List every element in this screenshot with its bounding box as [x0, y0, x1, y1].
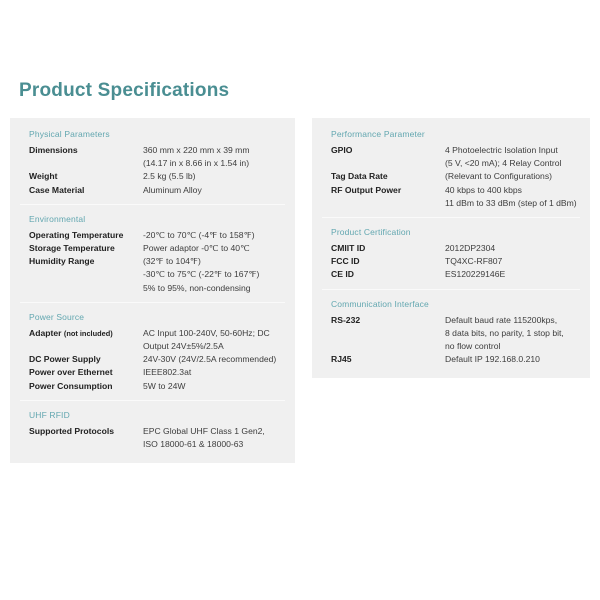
spec-value-line: (14.17 in x 8.66 in x 1.54 in): [143, 158, 250, 169]
spec-row: [322, 144, 580, 170]
spec-row: [20, 184, 285, 197]
spec-row: [322, 268, 580, 281]
spec-row-label-text: DC Power Supply: [29, 354, 101, 365]
spec-row: [20, 425, 285, 451]
spec-row-values: [445, 353, 580, 366]
spec-value-line: Default baud rate 115200kps,: [445, 314, 558, 325]
spec-rows: [20, 144, 285, 197]
spec-value-line: 8 data bits, no parity, 1 stop bit,: [445, 327, 564, 338]
spec-section: [322, 217, 580, 282]
spec-value-line: TQ4XC-RF807: [445, 256, 503, 267]
spec-row: [322, 184, 580, 210]
spec-row: [322, 242, 580, 255]
spec-value-line: no flow control: [445, 341, 501, 352]
spec-row-label: [322, 184, 445, 197]
spec-row-label: [20, 366, 143, 379]
spec-row-label-text: Case Material: [29, 184, 85, 195]
spec-row-values: [445, 170, 580, 183]
spec-value-line: -20℃ to 70℃ (-4℉ to 158℉): [143, 229, 255, 240]
specs-card-left: [10, 118, 295, 463]
spec-row-label: [20, 184, 143, 197]
spec-row: [20, 170, 285, 183]
spec-row-label-text: Tag Data Rate: [331, 171, 388, 182]
spec-row: [20, 366, 285, 379]
spec-row-label-text: Supported Protocols: [29, 425, 114, 436]
spec-row-label: [322, 170, 445, 183]
spec-section-title: Product Certification: [331, 227, 411, 238]
spec-value-line: (5 V, <20 mA); 4 Relay Control: [445, 158, 562, 169]
spec-row-label: [322, 144, 445, 157]
spec-value-line: 40 kbps to 400 kbps: [445, 184, 522, 195]
spec-row-label-text: RS-232: [331, 314, 361, 325]
spec-value-line: 360 mm x 220 mm x 39 mm: [143, 145, 250, 155]
spec-row: [322, 170, 580, 183]
spec-row-values: [143, 229, 285, 242]
spec-row-label: [322, 255, 445, 268]
spec-section: [20, 204, 285, 295]
spec-row-label: [20, 255, 143, 268]
spec-value-line: 2012DP2304: [445, 243, 496, 254]
spec-rows: [20, 327, 285, 393]
spec-value-line: IEEE802.3at: [143, 367, 192, 378]
spec-row-values: [143, 366, 285, 379]
spec-section-title: Performance Parameter: [331, 129, 425, 139]
spec-row-label-text: Power over Ethernet: [29, 367, 113, 378]
spec-row: [20, 353, 285, 366]
spec-section-title: UHF RFID: [29, 409, 70, 420]
spec-value-line: -30℃ to 75℃ (-22℉ to 167℉): [143, 269, 260, 280]
spec-section: [322, 129, 580, 210]
spec-row-label: [20, 425, 143, 438]
spec-row-label: [20, 380, 143, 393]
spec-value-line: 5W to 24W: [143, 380, 186, 391]
spec-value-line: (32℉ to 104℉): [143, 256, 201, 267]
spec-row-label: [20, 242, 143, 255]
spec-row-label-text: Power Consumption: [29, 380, 113, 391]
spec-section-title: Physical Parameters: [29, 129, 110, 139]
spec-row-label-text: FCC ID: [331, 256, 360, 267]
spec-row-label: [20, 144, 143, 157]
spec-row-values: [143, 170, 285, 183]
spec-row-values: [445, 242, 580, 255]
spec-row-values: [445, 184, 580, 210]
page-title: Product Specifications: [19, 80, 230, 101]
spec-row-label-text: CE ID: [331, 269, 354, 280]
spec-value-line: EPC Global UHF Class 1 Gen2,: [143, 425, 265, 436]
spec-row-values: [143, 353, 285, 366]
spec-value-line: (Relevant to Configurations): [445, 171, 552, 182]
spec-row-label-text: GPIO: [331, 145, 353, 155]
spec-row: [20, 229, 285, 242]
spec-row-label-text: Dimensions: [29, 145, 78, 155]
spec-value-line: 24V-30V (24V/2.5A recommended): [143, 354, 277, 365]
spec-value-line: AC Input 100-240V, 50-60Hz; DC: [143, 327, 270, 338]
spec-rows: [322, 144, 580, 210]
spec-row-label-text: CMIIT ID: [331, 243, 366, 254]
spec-row-label-note: (not included): [63, 328, 113, 338]
spec-value-line: Power adaptor -0℃ to 40℃: [143, 243, 250, 254]
spec-row-values: [143, 184, 285, 197]
spec-row-label: [20, 327, 143, 340]
spec-row-label: [20, 353, 143, 366]
spec-rows: [20, 425, 285, 451]
spec-row-label-text: RJ45: [331, 354, 352, 365]
spec-section: [20, 400, 285, 451]
spec-row-label: [20, 170, 143, 183]
spec-row-values: [445, 268, 580, 281]
spec-row-label-text: Operating Temperature: [29, 229, 124, 240]
spec-value-line: 4 Photoelectric Isolation Input: [445, 145, 558, 155]
spec-row-label-text: Humidity Range: [29, 256, 95, 267]
spec-row-values: [445, 255, 580, 268]
spec-row-label-text: Weight: [29, 171, 58, 182]
spec-row: [20, 242, 285, 255]
spec-section: [322, 289, 580, 367]
spec-value-line: ISO 18000-61 & 18000-63: [143, 439, 244, 450]
spec-row-values: [143, 380, 285, 393]
specs-columns: [10, 118, 590, 463]
spec-rows: [322, 242, 580, 282]
spec-rows: [20, 229, 285, 295]
spec-row-label: [322, 268, 445, 281]
spec-row-values: [143, 255, 285, 295]
spec-row-label: [20, 229, 143, 242]
spec-row-values: [445, 144, 580, 170]
spec-value-line: Default IP 192.168.0.210: [445, 354, 540, 365]
specs-card-right: [312, 118, 590, 378]
spec-row: [20, 144, 285, 170]
spec-section-title: Environmental: [29, 213, 86, 224]
spec-row-label-text: Storage Temperature: [29, 243, 115, 254]
spec-row-values: [143, 425, 285, 451]
spec-row: [322, 314, 580, 354]
spec-value-line: Output 24V±5%/2.5A: [143, 341, 224, 352]
spec-rows: [322, 314, 580, 367]
spec-row-values: [143, 327, 285, 353]
spec-value-line: Aluminum Alloy: [143, 184, 202, 195]
spec-value-line: 2.5 kg (5.5 lb): [143, 171, 196, 182]
spec-section: [20, 129, 285, 197]
spec-row: [20, 380, 285, 393]
spec-row: [322, 255, 580, 268]
spec-section: [20, 302, 285, 393]
spec-row: [322, 353, 580, 366]
spec-value-line: 5% to 95%, non-condensing: [143, 282, 251, 293]
spec-row: [20, 327, 285, 353]
spec-row-label: [322, 242, 445, 255]
spec-row-label-text: Adapter: [29, 327, 62, 338]
spec-row-values: [143, 242, 285, 255]
spec-row-label-text: RF Output Power: [331, 184, 402, 195]
spec-row: [20, 255, 285, 295]
spec-row-label: [322, 353, 445, 366]
spec-row-values: [143, 144, 285, 170]
spec-section-title: Power Source: [29, 311, 85, 322]
spec-section-title: Communication Interface: [331, 298, 429, 309]
spec-row-label: [322, 314, 445, 327]
spec-value-line: ES120229146E: [445, 269, 506, 280]
spec-row-values: [445, 314, 580, 354]
spec-value-line: 11 dBm to 33 dBm (step of 1 dBm): [445, 197, 577, 208]
